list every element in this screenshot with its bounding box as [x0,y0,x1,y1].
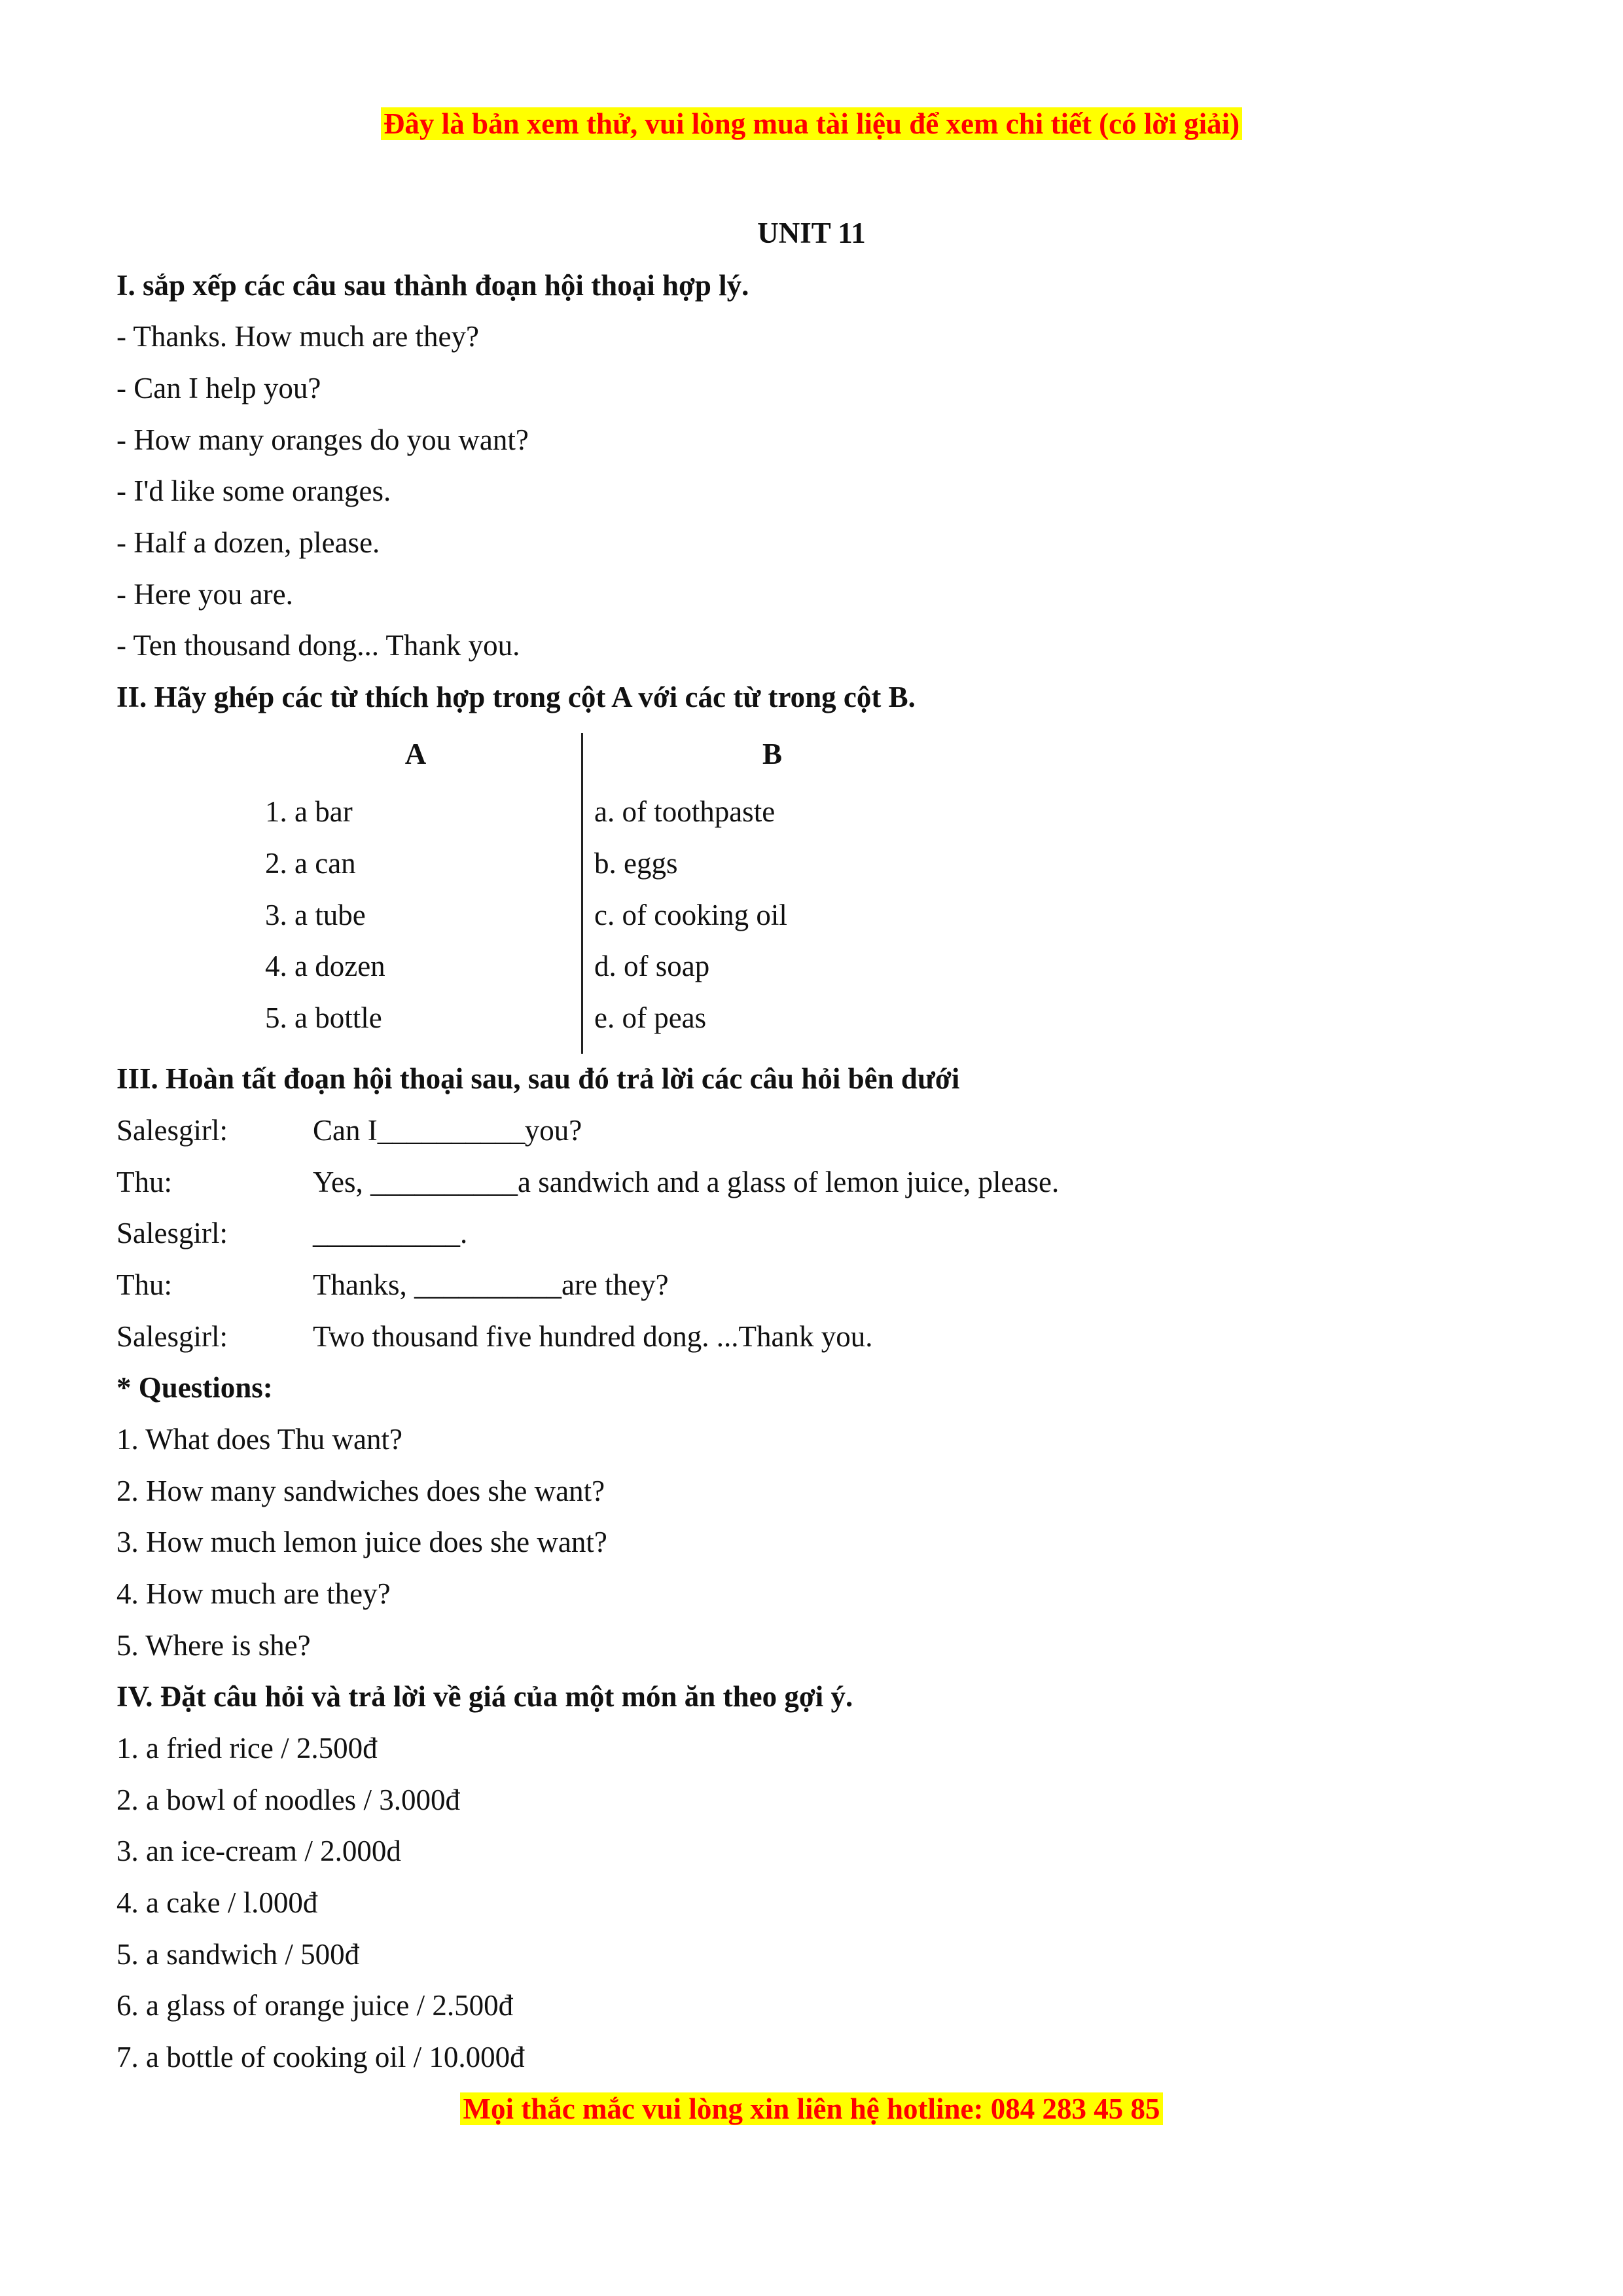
question-item: 3. How much lemon juice does she want? [116,1526,607,1558]
column-divider [581,733,583,1054]
column-a-item: 5. a bottle [265,1001,382,1034]
dialogue-text: Yes, __________a sandwich and a glass of lemon juice, please. [313,1166,1060,1198]
section1-line: - Ten thousand dong... Thank you. [116,629,520,662]
column-b-item: b. eggs [594,847,678,880]
price-item: 4. a cake / l.000đ [116,1886,318,1919]
dialogue-text: Can I__________you? [313,1114,582,1147]
dialogue-text: Thanks, __________are they? [313,1268,669,1301]
price-item: 3. an ice-cream / 2.000d [116,1835,401,1867]
header-notice: Đây là bản xem thử, vui lòng mua tài liệu để xem chi tiết (có lời giải) [381,107,1242,140]
footer-notice: Mọi thắc mắc vui lòng xin liên hệ hotline: 084 283 45 85 [460,2092,1162,2125]
price-item: 5. a sandwich / 500đ [116,1938,360,1971]
section4-heading: IV. Đặt câu hỏi và trả lời về giá của một món ăn theo gợi ý. [116,1680,853,1713]
column-b-item: c. of cooking oil [594,899,787,931]
page-title: UNIT 11 [757,217,866,249]
section1-line: - How many oranges do you want? [116,423,529,456]
section2-heading: II. Hãy ghép các từ thích hợp trong cột A với các từ trong cột B. [116,681,916,713]
question-item: 1. What does Thu want? [116,1423,402,1456]
section1-line: - Here you are. [116,578,293,611]
dialogue-speaker: Salesgirl: [116,1320,228,1353]
section1-line: - Half a dozen, please. [116,526,380,559]
dialogue-speaker: Salesgirl: [116,1217,228,1249]
column-a-item: 4. a dozen [265,950,385,982]
dialogue-speaker: Thu: [116,1166,172,1198]
price-item: 2. a bowl of noodles / 3.000đ [116,1784,460,1816]
header-notice-row [0,105,1623,143]
question-item: 2. How many sandwiches does she want? [116,1475,605,1507]
column-a-item: 1. a bar [265,795,353,828]
price-item: 6. a glass of orange juice / 2.500đ [116,1989,514,2022]
dialogue-text: Two thousand five hundred dong. ...Thank you. [313,1320,873,1353]
column-a-item: 2. a can [265,847,356,880]
section1-line: - Thanks. How much are they? [116,320,479,353]
dialogue-speaker: Thu: [116,1268,172,1301]
price-item: 1. a fried rice / 2.500đ [116,1732,378,1765]
column-b-item: a. of toothpaste [594,795,776,828]
section1-heading: I. sắp xếp các câu sau thành đoạn hội thoại hợp lý. [116,269,749,302]
questions-heading: * Questions: [116,1371,273,1404]
dialogue-speaker: Salesgirl: [116,1114,228,1147]
question-item: 5. Where is she? [116,1629,311,1662]
section1-line: - I'd like some oranges. [116,475,391,507]
footer-notice-row [0,2090,1623,2128]
column-b-item: d. of soap [594,950,710,982]
price-item: 7. a bottle of cooking oil / 10.000đ [116,2041,525,2073]
question-item: 4. How much are they? [116,1577,391,1610]
section3-heading: III. Hoàn tất đoạn hội thoại sau, sau đó trả lời các câu hỏi bên dưới [116,1062,960,1095]
column-a-item: 3. a tube [265,899,366,931]
dialogue-text: __________. [313,1217,468,1249]
column-b-header: B [762,738,782,770]
column-a-header: A [404,738,427,770]
section1-line: - Can I help you? [116,372,321,404]
column-b-item: e. of peas [594,1001,707,1034]
